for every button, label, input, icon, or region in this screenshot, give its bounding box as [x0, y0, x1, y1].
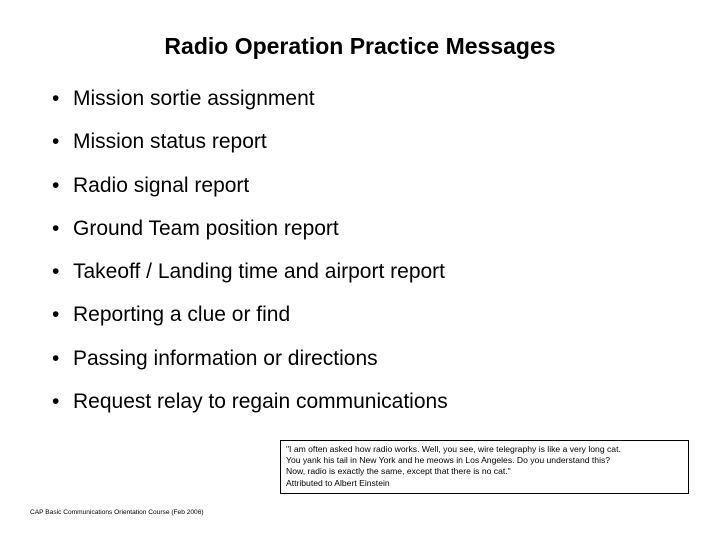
- bullet-item: [52, 344, 448, 387]
- bullet-text: Mission status report: [73, 130, 267, 154]
- bullet-text: Radio signal report: [73, 173, 250, 197]
- quote-attribution: Attributed to Albert Einstein: [286, 477, 390, 488]
- bullet-item: [52, 127, 448, 170]
- bullet-text: Passing information or directions: [73, 346, 378, 370]
- bullet-item: [52, 171, 448, 214]
- bullet-item: [52, 214, 448, 257]
- footer-text: CAP Basic Communications Orientation Course (Feb 2006): [30, 509, 204, 516]
- quote-line: You yank his tail in New York and he meows in Los Angeles. Do you understand this?: [286, 455, 611, 466]
- bullet-icon: •: [52, 173, 60, 197]
- bullet-text: Reporting a clue or find: [73, 303, 291, 327]
- bullet-icon: •: [52, 260, 60, 284]
- bullet-text: Takeoff / Landing time and airport report: [73, 260, 446, 284]
- bullet-list: [52, 84, 448, 430]
- bullet-icon: •: [52, 346, 60, 370]
- bullet-item: [52, 387, 448, 430]
- bullet-text: Mission sortie assignment: [73, 87, 315, 110]
- quote-line: "I am often asked how radio works. Well, you see, wire telegraphy is like a very long cat.: [286, 444, 621, 454]
- bullet-icon: •: [52, 390, 60, 414]
- bullet-text: Request relay to regain communications: [73, 390, 448, 414]
- bullet-item: [52, 84, 448, 127]
- quote-line: Now, radio is exactly the same, except that there is no cat.": [286, 466, 511, 477]
- bullet-icon: •: [52, 303, 60, 327]
- bullet-icon: •: [52, 216, 60, 240]
- bullet-icon: •: [52, 130, 60, 154]
- bullet-item: [52, 300, 448, 343]
- slide-title: Radio Operation Practice Messages: [164, 33, 556, 59]
- bullet-item: [52, 257, 448, 300]
- bullet-text: Ground Team position report: [73, 216, 339, 240]
- bullet-icon: •: [52, 87, 60, 110]
- quote-box: [280, 440, 689, 494]
